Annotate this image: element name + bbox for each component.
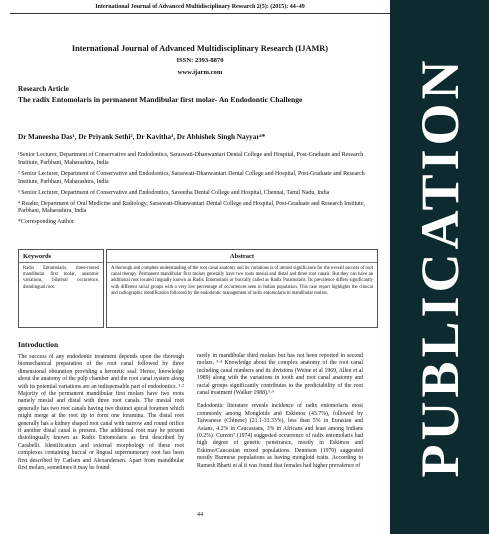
abstract-text: A thorough and complete understanding of the root canal anatomy and its variations is of utmost significance for the overall success of root canal therapy. Permanent mandibular first molars generally have two roots mesial and distal and three root canals. But they can have an additional root located lingually known as Radix Entomolaris or buccally called as Radix Paramolaris. Its prevalence differs significantly with different racial groups with a very low percentage of occurrences seen in Indian population. This case report highlights the clinical and radiographic identification followed by the endodontic management of radix entomolaris in mandibular molars. [111, 266, 373, 296]
affiliation-1: ¹Senior Lecturer, Department of Conservative and Endodontics, Saraswati-Dhanwantari Dental College and Hospital, Post-Graduate and Research Institute, Parbhani, Maharashtra, India [18, 152, 364, 166]
page-number: 44 [197, 512, 203, 518]
paragraph: rarely in mandibular third molars but has not been reported in second molars. ³·⁴ Knowledge about the complex anatomy of the root canal including canal numbers and its divisions (Weine et al 1969, Allen et al 1989) along with the variations in tooth and root canal anatomy and racial groups significantly contributes to the predictability of the root canal treatment (Walker 1988).⁵·⁶ [197, 353, 363, 397]
paragraph: The success of any endodontic treatment depends upon the thorough biomechanical preparation of the root canal followed by three dimensional obturation providing a hermetic seal. Hence, knowledge about the anatomy of the pulp chamber and the root canal system along with its potential variations are an indispensable part of endodontics. ¹·² Majority of the permanent mandibular first molars have two roots namely mesial and distal with three root canals. The mesial root generally has two root canals having two distinct apical foramen which might merge at the root tip to form one foramina. The distal root generally has a kidney shaped root canal with narrow and round orifice if another distal canal is present. The additional root may be present distolingually known as Radix Entomolaris as first described by Carabelli. Identification and external morphology of these root complexes containing buccal or lingual supernumerary root has been first described by Carlsen and Alexandersen. Apart from mandibular first molars, sometimes it may be found [18, 354, 184, 472]
affiliations [18, 152, 380, 230]
header-rule [10, 13, 390, 14]
abstract-box [106, 249, 378, 328]
author-list: Dr Maneesha Das¹, Dr Priyank Sethi², Dr Kavitha³, Dr Abhishek Singh Nayyar⁴* [18, 133, 266, 141]
body-column-right [197, 353, 363, 476]
keywords-text: Radix Entomolaris, three-rooted mandibular first molar, anatomic variations, bilateral occurrence, distolingual root. [23, 266, 99, 290]
journal-website: www.ijarm.com [177, 69, 223, 76]
paragraph: Endodontic literature reveals incidence of radix entomolaris most commonly among Mongloids and Eskimos (43.7%), followed by Taiwanese (Chinese) (21.1-33.33%), less than 5% in Eurasian and Asians, 4.2% in Caucasians, 3% in Africans and least among Indians (0.2%). Curzon⁷ (1974) suggested occurrence of radix entomolaris had high degree of genetic penetrance, mostly in Eskimos and Eskimo/Caucasian mixed populations. Dennison (1970) suggested mostly Burmese populations as having mongloid traits. According to Ramesh Bharti et al it was found that females had higher prevalence of [197, 403, 363, 469]
body-column-left [18, 354, 184, 479]
banner-text: PUBLICATION [409, 56, 470, 478]
abstract-heading: Abstract [107, 250, 377, 263]
introduction-heading: Introduction [18, 340, 59, 349]
affiliation-4: ⁴ Reader, Department of Oral Medicine and Radiology, Saraswati-Dhanwantari Dental College and Hospital, Post-Graduate and Research Institute, Parbhani, Maharashtra, India [18, 200, 365, 215]
article-title: The radix Entomolaris in permanent Mandibular first molar- An Endodontic Challenge [18, 95, 303, 104]
article-type: Research Article [18, 85, 69, 93]
corresponding-author: *Corresponding Author [18, 219, 74, 226]
running-header: International Journal of Advanced Multidisciplinary Research 2(5): (2015): 44–49 [95, 4, 305, 10]
publication-banner [390, 0, 489, 534]
affiliation-3: ³ Senior Lecturer, Department of Conservative and Endodontics, Saveetha Dental College and Hospital, Chennai, Tamil Nadu, India [18, 189, 330, 196]
journal-issn: ISSN: 2393-8870 [176, 57, 224, 64]
journal-title: International Journal of Advanced Multidisciplinary Research (IJAMR) [71, 44, 329, 53]
affiliation-2: ² Senior Lecturer, Department of Conservative and Endodontics, Saraswati-Dhanwantari Dental College and Hospital, Post-Graduate and Research Institute, Parbhani, Maharashtra, India [18, 170, 365, 185]
keywords-box [18, 249, 104, 328]
keywords-heading: Keywords [19, 250, 103, 263]
